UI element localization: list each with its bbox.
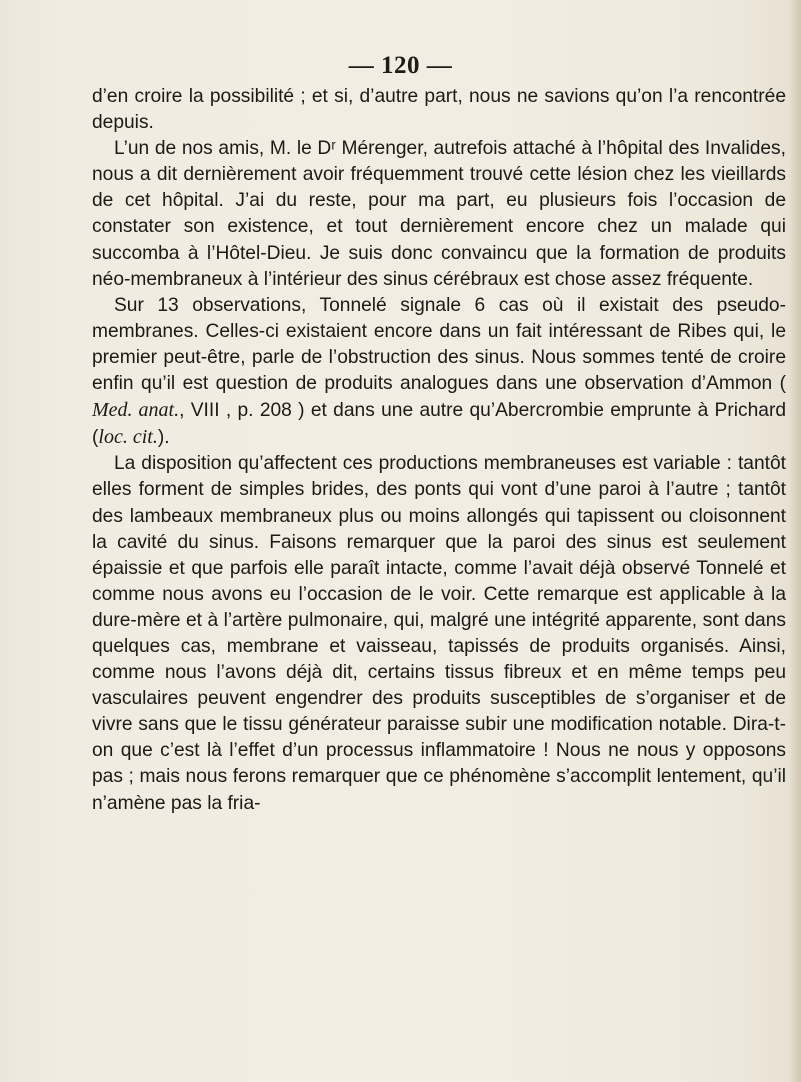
body-text [92,84,786,817]
paragraph-4 [92,451,786,816]
paragraph-1 [92,84,786,136]
page-edge-shadow [789,0,801,1082]
citation-italic: loc. cit. [98,426,158,449]
page-number-header: — 120 — [348,52,453,79]
text-segment: L’un de nos amis, M. le Dʳ Mérenger, autrefois attaché à l’hôpital des Invalides, nous a dit dernièrement avoir fréquemment trouvé cette lésion chez les vieillards de cet hôpital. J’ai du reste, pour ma part, eu plusieurs fois l’occasion de constater son existence, et tout dernièrement encore chez un malade qui succomba à l’Hôtel-Dieu. Je suis donc convaincu que la formation de produits néo-membraneux à l’intérieur des sinus cérébraux est chose assez fréquente. [92,138,786,290]
text-segment: , VIII , p. 208 ) et dans une autre qu’Abercrombie emprunte à Prichard ( [92,400,787,449]
text-segment: La disposition qu’affectent ces productions membraneuses est variable : tantôt elles forment de simples brides, des ponts qui vont d’une paroi à l’autre ; tantôt des lambeaux membraneux plus ou moins allongés qui tapissent ou cloisonnent la cavité du sinus. Faisons remarquer que la paroi des sinus est seulement épaissie et que parfois elle paraît intacte, comme l’avait déjà observé Tonnelé et comme nous avons eu l’occasion de le voir. Cette remarque est applicable à la dure-mère et à l’artère pulmonaire, qui, malgré une intégrité apparente, sont dans quelques cas, membrane et vaisseau, tapissés de produits organisés. Ainsi, comme nous l’avons déjà dit, certains tissus fibreux et en même temps peu vasculaires peuvent engendrer des produits susceptibles de s’organiser et de vivre sans que le tissu générateur paraisse subir une modification notable. Dira-t-on que c’est là l’effet d’un processus inflammatoire ! Nous ne nous y opposons pas ; mais nous ferons remarquer que ce phénomène s’accomplit lentement, qu’il n’amène pas la fria- [92,453,786,814]
paragraph-3 [92,293,786,452]
text-segment: Sur 13 observations, Tonnelé signale 6 cas où il existait des pseudo-membranes. Celles-ci existaient encore dans un fait intéressant de Ribes qui, le premier peut-être, parle de l’obstruction des sinus. Nous sommes tenté de croire enfin qu’il est question de produits analogues dans une observation d’Ammon ( [92,294,786,395]
citation-italic: Med. anat. [92,399,180,422]
text-segment: d’en croire la possibilité ; et si, d’autre part, nous ne savions qu’on l’a rencontrée depuis. [92,86,786,134]
paragraph-2 [92,136,786,293]
text-segment: ). [157,427,170,449]
